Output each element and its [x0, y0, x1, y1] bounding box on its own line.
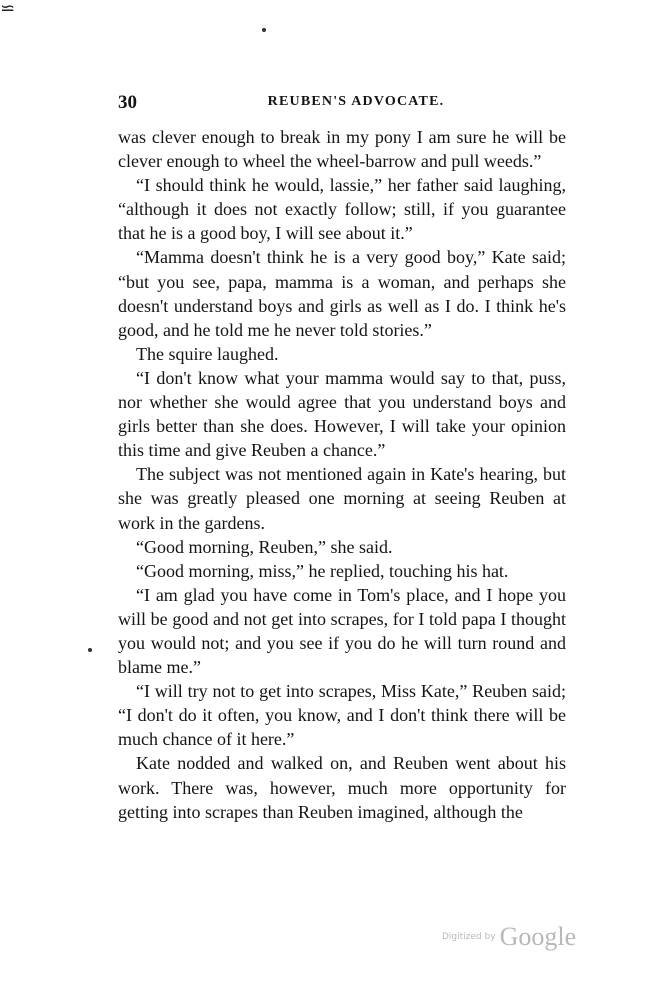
paragraph: “Mamma doesn't think he is a very good boy,” Kate said; “but you see, papa, mamma is a woman, and perhaps she doesn't understand boys and girls as well as I do. I think he's good, and he told me he never told stories.” [118, 247, 566, 340]
paragraph: The subject was not mentioned again in Kate's hearing, but she was greatly pleased one morning at seeing Reuben at work in the gardens. [118, 464, 566, 533]
page-number: 30 [118, 92, 137, 113]
google-logo: Google [499, 922, 577, 951]
paragraph: “I should think he would, lassie,” her father said laughing, “although it does not exactly follow; still, if you guarantee that he is a good boy, I will see about it.” [118, 175, 566, 244]
running-title: REUBEN'S ADVOCATE. [267, 94, 445, 109]
paragraph: “Good morning, miss,” he replied, touching his hat. [136, 560, 509, 581]
paragraph: “I will try not to get into scrapes, Miss Kate,” Reuben said; “I don't do it often, you know, and I don't think there will be much chance of it here.” [118, 681, 566, 750]
digitized-by-label: Digitized by [442, 932, 496, 942]
paragraph: was clever enough to break in my pony I am sure he will be clever enough to wheel the wheel-barrow and pull weeds.” [118, 127, 566, 172]
body-text [118, 125, 566, 824]
paragraph: “I am glad you have come in Tom's place, and I hope you will be good and not get into scrapes, for I told papa I thought you would not; and you see if you do he will turn round and blame me.” [118, 584, 566, 678]
paragraph: The squire laughed. [136, 343, 279, 364]
page-header [118, 92, 566, 116]
ink-speck [262, 28, 266, 32]
digitized-watermark [442, 922, 576, 952]
paragraph: Kate nodded and walked on, and Reuben went about his work. There was, however, much more opportunity for getting into scrapes than Reuben imagined, although the [118, 753, 566, 822]
paragraph: “I don't know what your mamma would say to that, puss, nor whether she would agree that you understand boys and girls better than she does. However, I will take your opinion this time and give Reuben a chance.” [118, 367, 566, 461]
paragraph: “Good morning, Reuben,” she said. [136, 536, 393, 557]
ink-speck [88, 648, 92, 652]
corner-mark: ⋍ [0, 0, 16, 19]
